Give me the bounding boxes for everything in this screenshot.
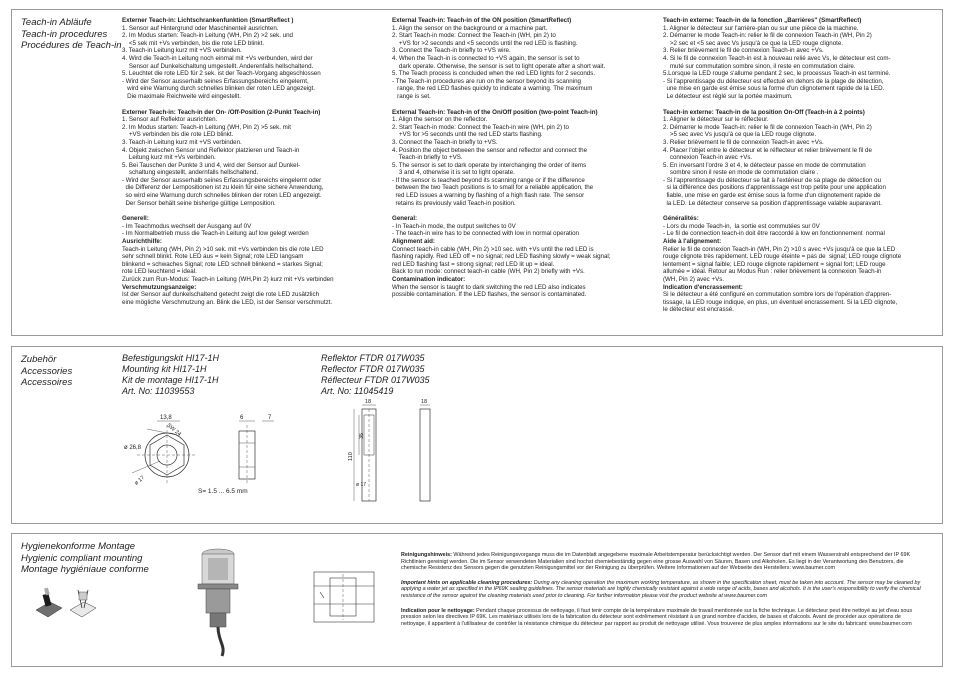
instruction-line: 2. Démarrer le mode Teach-in: relier le fil de connexion Teach-in (WH, Pin 2) bbox=[663, 123, 872, 131]
title-fr: Montage hygiéniaue conforme bbox=[21, 564, 149, 575]
instruction-heading: Externer Teach-in: Teach-in der On- /Off-Position (2-Punkt Teach-in) bbox=[122, 108, 321, 116]
instruction-line: muté sur commutation sombre sinon, il reste en commutation claire. bbox=[663, 62, 856, 70]
instruction-block bbox=[122, 238, 334, 284]
instruction-heading: Ausrichthilfe: bbox=[122, 238, 162, 246]
instruction-line: 5. En inversant l'ordre 3 et 4, le détecteur passe en mode de commutation bbox=[663, 161, 866, 169]
instruction-line: - Lors du mode Teach-in, la sortie est commutées sur 0V bbox=[663, 222, 820, 230]
instruction-line: lentement = signal faible; LED rouge clignote rapidement = signal fort; LED rouge bbox=[663, 260, 886, 268]
instruction-block bbox=[663, 17, 901, 101]
instruction-line: 2. Im Modus starten: Teach-in Leitung (WH, Pin 2) >5 sek. mit bbox=[122, 123, 291, 131]
instruction-line: - Le fil de connection teach-in doit être raccordé à low en fonctionnement normal bbox=[663, 230, 885, 238]
dim-height-label: 110 bbox=[348, 452, 354, 461]
reflector-name-de: Reflektor FTDR 017W035 bbox=[321, 353, 425, 363]
instruction-line: Connect teach-in cable (WH, Pin 2) >10 sec. with +Vs until the red LED is bbox=[392, 245, 594, 253]
instruction-heading: Alignment aid: bbox=[392, 238, 435, 246]
instruction-line: 3. Relier brièvement le fil de connexion Teach-in avec +Vs. bbox=[663, 47, 824, 55]
instruction-line: 4. Wird die Teach-in Leitung noch einmal mit +Vs verbunden, wird der bbox=[122, 54, 313, 62]
cleaning-instructions bbox=[401, 552, 926, 635]
instruction-line: (WH, Pin 2) avec +Vs. bbox=[663, 276, 725, 283]
dim-sw-label: SW 24 bbox=[165, 422, 182, 438]
mounting-illustration-right bbox=[70, 590, 96, 617]
instruction-line: 4. Si le fil de connexion Teach-in est à nouveau relié avec Vs, le détecteur est com- bbox=[663, 54, 891, 62]
instruction-line: >2 sec et <5 sec avec Vs jusqu'à ce que la LED rouge clignote. bbox=[663, 39, 844, 47]
instruction-line: Zurück zum Run-Modus: Teach-in Leitung (WH,Pin 2) kurz mit +Vs verbinden bbox=[122, 276, 334, 283]
instruction-block bbox=[392, 215, 611, 238]
dim-top-left-label: 18 bbox=[365, 399, 372, 405]
instruction-line: connexion Teach-in avec +Vs. bbox=[663, 154, 753, 162]
hygiene-panel bbox=[11, 533, 943, 667]
instruction-line: Leitung kurz mit +Vs verbinden. bbox=[122, 154, 216, 162]
instruction-heading: Generell: bbox=[122, 215, 149, 223]
instruction-line: When the sensor is taught to dark switching the red LED also indicates bbox=[392, 283, 586, 291]
instruction-line: 4. Placer l'objet entre le détecteur et le réflecteur et relier brièvement le fil de bbox=[663, 146, 872, 154]
reflector-name-en: Reflector FTDR 017W035 bbox=[321, 364, 425, 374]
instruction-line: 5. The Teach process is concluded when the red LED lights for 2 seconds. bbox=[392, 70, 596, 78]
title-fr: Accessoires bbox=[21, 377, 73, 388]
instruction-block bbox=[122, 109, 334, 208]
instruction-heading: Contamination indicator: bbox=[392, 276, 466, 283]
hygiene-cross-section bbox=[312, 570, 378, 626]
cleaning-paragraph-text: Pendant chaque processus de nettoyage, il faut tenir compte de la température maximale de travail mentionnée sur la fiche technique. Le détecteur peut être nettoyé au jet d'eau sous pression selon les directives IP 69K. Les matériaux utilisés lors de la fabrication du détecteur sont extrêmement résistant à un grand nombre d'acides, de bases et d'alcools. Avant de procéder aux opérations de nettoyage, il appartient à l'utilisateur de contrôler la résistance chimique du détecteur par rapport au produit de nettoyage utilisé. Vous trouverez de plus amples informations sur le site du fabricant: www.baumer.com bbox=[401, 607, 913, 627]
instruction-line: sombre sinon il reste en mode de commutation claire . bbox=[663, 169, 819, 177]
instruction-line: die Differenz der Lernpositionen ist zu klein für eine sichere Anwendung, bbox=[122, 184, 324, 192]
instruction-line: 3. Connect the Teach-in briefly to +VS wire. bbox=[392, 47, 511, 55]
instruction-line: between the two Teach positions is to small for a reliable application, the bbox=[392, 184, 594, 192]
reflector-label bbox=[321, 353, 430, 397]
title-en: Hygienic compliant mounting bbox=[21, 552, 143, 564]
cleaning-paragraph-text: Während jedes Reinigungsvorgangs muss die im Datenblatt angegebene maximale Arbeitstemperatur berücksichtigt werden. Der Sensor darf mit einem Wasserstrahl entsprechend der IP 69K Richtlinien gereinigt werden. Die im Sensor verwendeten Materialien sind hochst chemiebeständig gegen eine grosse Auswahl von Säuren, Basen und Alkoholen. Es liegt in der Verantwortung des Benutzers, die chemische Resistenz des Sensors gegen die genutzten Reinigungsmittel vor der Reinigung zu überprüfen. Weitere Informationen auf der Webseite des Herstellers: www.baumer.com bbox=[401, 552, 911, 572]
instruction-line: +VS verbinden bis die rote LED blinkt. bbox=[122, 131, 234, 139]
instruction-line: 1. Aligner le détecteur sur le réflecteur. bbox=[663, 116, 769, 124]
instruction-line: Ist der Sensor auf dunkelschaltend getecht zeigt die rote LED zusätzlich bbox=[122, 291, 320, 299]
accessories-section-title bbox=[21, 354, 72, 389]
instruction-line: 4. Position the object between the sensor and reflector and connect the bbox=[392, 146, 588, 154]
instruction-line: flashing rapidly. Red LED off = no signal; red LED flashing slowly = weak signal; bbox=[392, 253, 611, 261]
dim-diameter-label: ø 26,8 bbox=[124, 445, 142, 451]
instruction-line: <5 sek mit +Vs verbinden, bis die rote LED blinkt. bbox=[122, 39, 265, 47]
instruction-heading: External Teach-in: Teach-in of the On/Off position (two-point Teach-in) bbox=[392, 108, 598, 116]
instruction-line: blinkend = schwaches Signal; rote LED schnell blinkend = starkes Signal; bbox=[122, 260, 323, 268]
sensor-mounting-image bbox=[196, 546, 252, 658]
instruction-line: - In Teach-in mode, the output switches to 0V bbox=[392, 222, 516, 230]
instruction-line: 5.Lorsque la LED rouge s'allume pendant 2 sec, le processus Teach-in est terminé. bbox=[663, 70, 891, 78]
instruction-line: une mise en garde est émise sous la forme d'un clignotement rapide de la LED. bbox=[663, 85, 885, 93]
cleaning-paragraph bbox=[401, 608, 926, 628]
instruction-line: schaltung eingestellt, andernfalls hellschaltend. bbox=[122, 169, 259, 177]
instruction-line: 1. Sensor auf Reflektor ausrichten. bbox=[122, 116, 218, 124]
instruction-line: - Si l'apprentissage du détecteur se fait à l'extérieur de sa plage de détection ou bbox=[663, 176, 882, 184]
cleaning-paragraph-label: Important hints on applicable cleaning procedures: bbox=[401, 579, 533, 586]
hygiene-section-title bbox=[21, 541, 149, 576]
instruction-line: 3. Relier brièvement le fil de connexion Teach-in avec +Vs. bbox=[663, 138, 824, 146]
instruction-line: eine mögliche Verschmutzung an. Blink die LED, ist der Sensor verschmutzt. bbox=[122, 298, 333, 306]
instruction-line: 3. Connect the Teach-in briefly to +VS. bbox=[392, 138, 498, 146]
instruction-line: Le détecteur est réglé sur la portée maximum. bbox=[663, 92, 793, 100]
instruction-line: +VS for >2 seconds and <5 seconds until the red LED is flashing. bbox=[392, 39, 578, 47]
title-de: Teach-in Abläufe bbox=[21, 17, 92, 28]
instruction-line: Relier le fil de connexion Teach-in (WH, Pin 2) >10 s avec +Vs jusqu'à ce que la LED bbox=[663, 245, 896, 253]
title-de: Hygienekonforme Montage bbox=[21, 541, 136, 552]
instruction-block bbox=[392, 109, 611, 208]
instruction-line: rouge clignote très rapidement. LED rouge éteinte = pas de signal; LED rouge clignote bbox=[663, 253, 902, 261]
teach-in-panel bbox=[11, 9, 943, 336]
instruction-block bbox=[122, 284, 334, 307]
instruction-block bbox=[392, 17, 611, 101]
reflector-drawing bbox=[332, 399, 432, 504]
instruction-line: wird eine Warnung durch schnelles blinken der roten LED angezeigt. bbox=[122, 85, 316, 93]
instruction-line: Teach-in Leitung (WH, Pin 2) >10 sek. mit +Vs verbinden bis die rote LED bbox=[122, 245, 324, 253]
teach-in-column-en bbox=[392, 17, 611, 299]
instruction-line: 1. Align the sensor on the reflector. bbox=[392, 116, 488, 124]
instruction-line: - The teach-in wire has to be connected with low in normal operation bbox=[392, 230, 579, 238]
instruction-line: tissage, la LED rouge indique, en plus, un éventuel encrassement. Si la LED clignote, bbox=[663, 298, 898, 306]
instruction-line: 3 and 4, otherwise it is set to light operate. bbox=[392, 169, 515, 177]
instruction-block bbox=[122, 17, 334, 101]
instruction-line: - Im Teachmodus wechselt der Ausgang auf 0V bbox=[122, 222, 252, 230]
instruction-block bbox=[663, 109, 901, 208]
instruction-line: si la différence des positions d'apprentissage est trop petite pour une application bbox=[663, 184, 886, 192]
instruction-line: 3. Teach-in Leitung kurz mit +VS verbinden. bbox=[122, 138, 242, 146]
instruction-heading: Teach-in externe: Teach-in de la fonction „Barrières" (SmartReflect) bbox=[663, 17, 862, 24]
cleaning-paragraph-text: During any cleaning operation the maximum working temperature, as shown in the specification sheet, must be taken into account. The sensor may be cleaned by applying a water jet as specified in the IP69K sealing guidelines. The sensor materials are highly chemically resistant against a wide range of acids, bases and alcohols. It is the user's responsibility to verify the chemical resistance of the sensor against the cleaning materials used prior to cleaning. For further information please visit the product website at www.baumer.com bbox=[401, 579, 921, 599]
hygiene-illustration-pair bbox=[32, 584, 102, 620]
instruction-line: 4. Objekt zwischen Sensor und Reflektor platzieren und Teach-in bbox=[122, 146, 300, 154]
mounting-kit-name-de: Befestigungskit HI17-1H bbox=[122, 353, 220, 363]
cleaning-paragraph-label: Indication pour le nettoyage: bbox=[401, 607, 475, 614]
instruction-line: allumée = idéal. Retour au Modus Run : relier brièvement la connexion Teach-in bbox=[663, 268, 882, 276]
instruction-line: 5. Leuchtet die rote LED für 2 sek. ist der Teach-Vorgang abgeschlossen bbox=[122, 70, 321, 78]
mounting-kit-art-no: Art. No: 11039553 bbox=[122, 386, 195, 396]
instruction-line: fiable, une mise en garde est émise sous la forme d'un clignotement rapide de bbox=[663, 192, 881, 200]
instruction-line: Sensor auf Dunkelschaltung umgestellt. Anderenfalls hellschaltend. bbox=[122, 62, 314, 70]
instruction-line: 5. The sensor is set to dark operate by interchanging the order of items bbox=[392, 161, 587, 169]
dim-window-label: 35 bbox=[359, 432, 365, 439]
instruction-line: le détecteur est encrassé. bbox=[663, 306, 734, 314]
instruction-line: - Wird der Sensor ausserhalb seines Erfassungsbereichs eingelernt, bbox=[122, 77, 309, 85]
instruction-line: sehr schnell blinkt. Rote LED aus = kein Signal; rote LED langsam bbox=[122, 253, 304, 261]
instruction-line: Die maximale Reichweite wird eingestellt. bbox=[122, 92, 241, 100]
instruction-block bbox=[663, 238, 901, 284]
mounting-kit-name-en: Mounting kit HI17-1H bbox=[122, 364, 207, 374]
title-fr: Procédures de Teach-in bbox=[21, 40, 122, 51]
instruction-heading: General: bbox=[392, 215, 418, 223]
dim-depth-label: 6 bbox=[240, 415, 244, 421]
instruction-line: 1. Aligner le détecteur sur l'arrière-plan ou sur une pièce de la machine. bbox=[663, 24, 859, 32]
dim-gap-label: S= 1.5 ... 6.5 mm bbox=[198, 488, 248, 495]
instruction-line: rote LED leuchtend = ideal. bbox=[122, 268, 197, 276]
instruction-block bbox=[392, 276, 611, 299]
instruction-line: >5 sec avec Vs jusqu'à ce que la LED rouge clignote. bbox=[663, 131, 817, 139]
instruction-block bbox=[122, 215, 334, 238]
instruction-line: 2. Im Modus starten: Teach-in Leitung (WH, Pin 2) >2 sek. und bbox=[122, 32, 293, 40]
instruction-line: - Im Normalbetrieb muss die Teach-in Leitung auf low gelegt werden bbox=[122, 230, 309, 238]
instruction-heading: Aide à l'alignement: bbox=[663, 238, 722, 246]
instruction-line: 5. Bei Tauschen der Punkte 3 und 4, wird der Sensor auf Dunkel- bbox=[122, 161, 301, 169]
instruction-line: 1. Align the sensor on the background or a machine part. bbox=[392, 24, 548, 32]
teach-in-section-title bbox=[21, 17, 122, 52]
instruction-line: Der Sensor behält seine bisherige gültige Lernposition. bbox=[122, 199, 276, 207]
instruction-line: la LED. Le détecteur conserve sa position d'apprentissage valable auparavant. bbox=[663, 199, 882, 207]
title-en: Accessories bbox=[21, 365, 73, 377]
instruction-line: - If the sensor is teached beyond its scanning range or if the difference bbox=[392, 176, 585, 184]
teach-in-column-de bbox=[122, 17, 334, 306]
instruction-line: 1. Sensor auf Hintergrund oder Maschinenteil ausrichten. bbox=[122, 24, 279, 32]
cleaning-paragraph-label: Reinigungshinweis: bbox=[401, 552, 452, 558]
instruction-heading: External Teach-in: Teach-in of the ON position (SmartReflect) bbox=[392, 17, 572, 24]
accessories-panel bbox=[11, 346, 943, 524]
instruction-heading: Teach-in externe: Teach-in de la position On-Off (Teach-in à 2 points) bbox=[663, 108, 865, 116]
instruction-heading: Externer Teach-in: Lichtschrankenfunktion (SmartReflect ) bbox=[122, 17, 294, 24]
reflector-side-view bbox=[420, 409, 430, 501]
instruction-block bbox=[663, 215, 901, 238]
instruction-heading: Généralités: bbox=[663, 215, 699, 223]
dim-diameter-label: ø 17 bbox=[356, 482, 367, 488]
dim-side-label: 7 bbox=[268, 415, 272, 421]
instruction-line: +VS for >5 seconds until the red LED starts flashing. bbox=[392, 131, 543, 139]
instruction-line: Teach-in briefly to +VS. bbox=[392, 154, 463, 162]
instruction-line: 2. Start Teach-in mode: Connect the Teach-in wire (WH, pin 2) to bbox=[392, 123, 569, 131]
instruction-line: - The Teach-in procedures are run on the sensor beyond its scanning bbox=[392, 77, 581, 85]
dim-width-label: 13,8 bbox=[160, 415, 172, 421]
mounting-kit-name-fr: Kit de montage HI17-1H bbox=[122, 375, 219, 385]
instruction-line: Si le détecteur a été configuré en commutation sombre lors de l'opération d'appren- bbox=[663, 291, 892, 299]
instruction-line: range is set. bbox=[392, 92, 431, 100]
dim-top-right-label: 18 bbox=[421, 399, 428, 405]
instruction-heading: Verschmutzungsanzeige: bbox=[122, 283, 197, 291]
instruction-line: red LED issues a warning by flashing of a high flash rate. The sensor bbox=[392, 192, 585, 200]
reflector-art-no: Art. No: 11045419 bbox=[321, 386, 394, 396]
instruction-line: so wird eine Warnung durch schnelles blinken der roten LED angezeigt. bbox=[122, 192, 322, 200]
instruction-block bbox=[392, 238, 611, 276]
instruction-heading: Indication d'encrassement: bbox=[663, 283, 743, 291]
dim-bore-label: ø 17 bbox=[133, 474, 146, 487]
instruction-line: 4. When the Teach-in is connected to +VS again, the sensor is set to bbox=[392, 54, 580, 62]
mounting-kit-label bbox=[122, 353, 219, 397]
instruction-line: - Si l'apprentissage du détecteur est effectué en dehors de la plage de détection, bbox=[663, 77, 884, 85]
cleaning-paragraph bbox=[401, 580, 926, 600]
reflector-name-fr: Réflecteur FTDR 017W035 bbox=[321, 375, 430, 385]
mounting-illustration-left bbox=[36, 588, 62, 617]
instruction-line: - Wird der Sensor ausserhalb seines Erfassungsbereichs eingelernt oder bbox=[122, 176, 322, 184]
title-en: Teach-in procedures bbox=[21, 28, 108, 40]
instruction-line: retains its previously valid Teach-in position. bbox=[392, 199, 516, 207]
instruction-line: 2. Démarrer le mode Teach-in: relier le fil de connexion Teach-in (WH, Pin 2) bbox=[663, 32, 872, 40]
instruction-line: range, the red LED flashes quickly to indicate a warning. The maximum bbox=[392, 85, 593, 93]
title-de: Zubehör bbox=[21, 354, 57, 365]
instruction-line: Back to run mode: connect teach-in cable (WH, Pin 2) briefly with +Vs. bbox=[392, 268, 585, 276]
cleaning-paragraph bbox=[401, 552, 926, 572]
instruction-line: red LED flashing fast = strong signal; red LED lit up = ideal. bbox=[392, 260, 555, 268]
instruction-line: 3. Teach-in Leitung kurz mit +VS verbinden. bbox=[122, 47, 242, 55]
instruction-block bbox=[663, 284, 901, 314]
instruction-line: possible contamination. If the LED flashes, the sensor is contaminated. bbox=[392, 291, 587, 299]
instruction-line: dark operate. Otherwise, the sensor is set to light operate after a short wait. bbox=[392, 62, 606, 70]
instruction-line: 2. Start Teach-in mode: Connect the Teach-in (WH, pin 2) to bbox=[392, 32, 556, 40]
teach-in-column-fr bbox=[663, 17, 901, 314]
